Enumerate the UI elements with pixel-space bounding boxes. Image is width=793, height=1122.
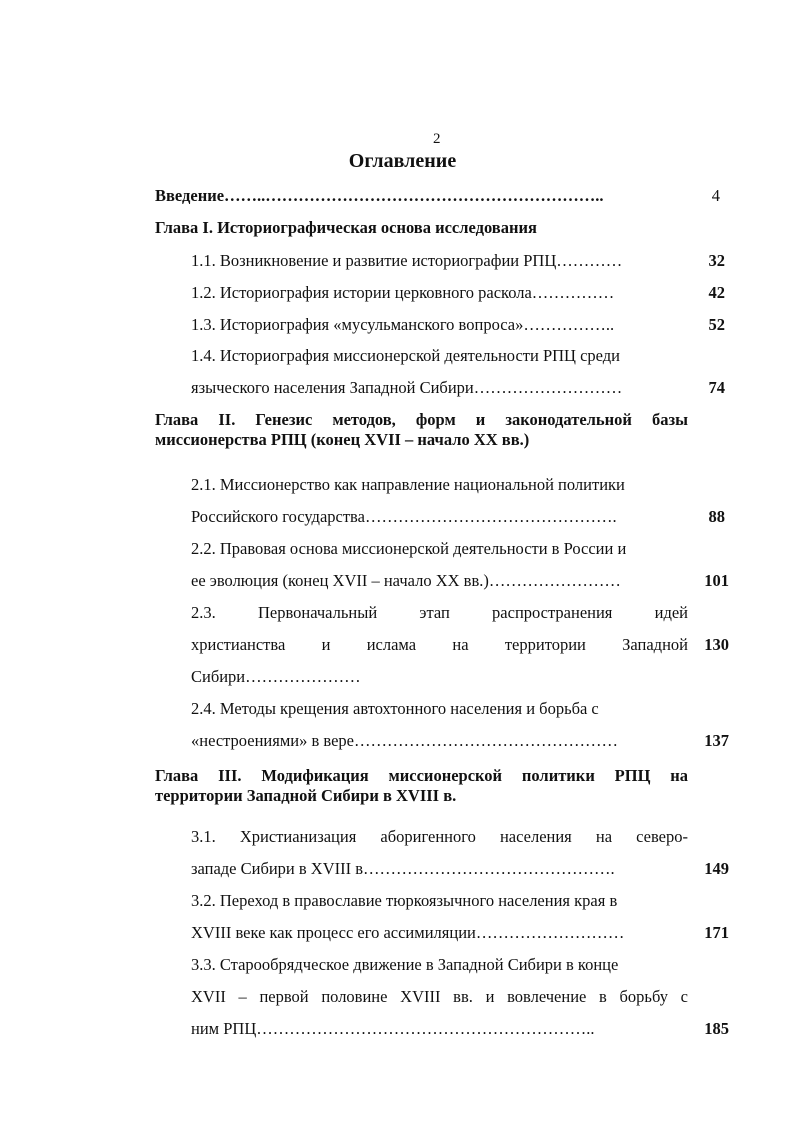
section-2-1-line-2: Российского государства……………………………………….: [191, 507, 617, 526]
page-number: 2: [433, 131, 441, 147]
chapter-2-heading-line-1: Глава II. Генезис методов, форм и законодательной базы: [155, 410, 688, 429]
section-2-3-line-2: христианства и ислама на территории Западной: [191, 635, 688, 654]
section-3-1-line-2: западе Сибири в XVIII в……………………………………….: [191, 859, 615, 878]
section-3-1-page: 149: [704, 859, 729, 878]
section-2-1-page: 88: [708, 507, 725, 526]
toc-intro: Введение……..……………………………………………………..: [155, 186, 604, 205]
section-1-1: 1.1. Возникновение и развитие историографии РПЦ…………: [191, 251, 623, 270]
chapter-3-heading-line-2: территории Западной Сибири в XVIII в.: [155, 786, 457, 805]
section-3-3-page: 185: [704, 1019, 729, 1038]
section-3-1-line-1: 3.1. Христианизация аборигенного населения на северо-: [191, 827, 688, 846]
section-2-3-line-1: 2.3. Первоначальный этап распространения идей: [191, 603, 688, 622]
section-3-3-line-1: 3.3. Старообрядческое движение в Западной Сибири в конце: [191, 955, 619, 974]
section-1-4-page: 74: [708, 378, 725, 397]
section-2-2-line-2: ее эволюция (конец XVII – начало XX вв.)……………………: [191, 571, 621, 590]
page-title: Оглавление: [348, 150, 457, 172]
section-1-3: 1.3. Историография «мусульманского вопроса»……………..: [191, 315, 615, 334]
chapter-3-heading-line-1: Глава III. Модификация миссионерской политики РПЦ на: [155, 766, 688, 785]
section-1-4-line-1: 1.4. Историография миссионерской деятельности РПЦ среди: [191, 346, 620, 365]
chapter-1-heading: Глава I. Историографическая основа исследования: [155, 218, 537, 237]
section-3-3-line-2: XVII – первой половине XVIII вв. и вовлечение в борьбу с: [191, 987, 688, 1006]
section-1-1-page: 32: [708, 251, 725, 270]
section-2-3-line-3: Сибири…………………: [191, 667, 361, 686]
section-3-3-line-3: ним РПЦ……………………………………………………..: [191, 1019, 595, 1038]
section-3-2-line-2: XVIII веке как процесс его ассимиляции………………………: [191, 923, 625, 942]
section-2-1-line-1: 2.1. Миссионерство как направление национальной политики: [191, 475, 625, 494]
chapter-2-heading-line-2: миссионерства РПЦ (конец XVII – начало XX вв.): [155, 430, 530, 449]
section-2-4-line-1: 2.4. Методы крещения автохтонного населения и борьба с: [191, 699, 599, 718]
section-3-2-line-1: 3.2. Переход в православие тюркоязычного населения края в: [191, 891, 618, 910]
section-1-3-page: 52: [708, 315, 725, 334]
section-2-4-page: 137: [704, 731, 729, 750]
section-2-4-line-2: «нестроениями» в вере…………………………………………: [191, 731, 618, 750]
section-1-2-page: 42: [708, 283, 725, 302]
section-2-3-page: 130: [704, 635, 729, 654]
section-1-4-line-2: языческого населения Западной Сибири………………………: [191, 378, 623, 397]
section-2-2-page: 101: [704, 571, 729, 590]
toc-intro-page: 4: [711, 186, 720, 205]
section-2-2-line-1: 2.2. Правовая основа миссионерской деятельности в России и: [191, 539, 627, 558]
section-3-2-page: 171: [704, 923, 729, 942]
section-1-2: 1.2. Историография истории церковного раскола……………: [191, 283, 615, 302]
